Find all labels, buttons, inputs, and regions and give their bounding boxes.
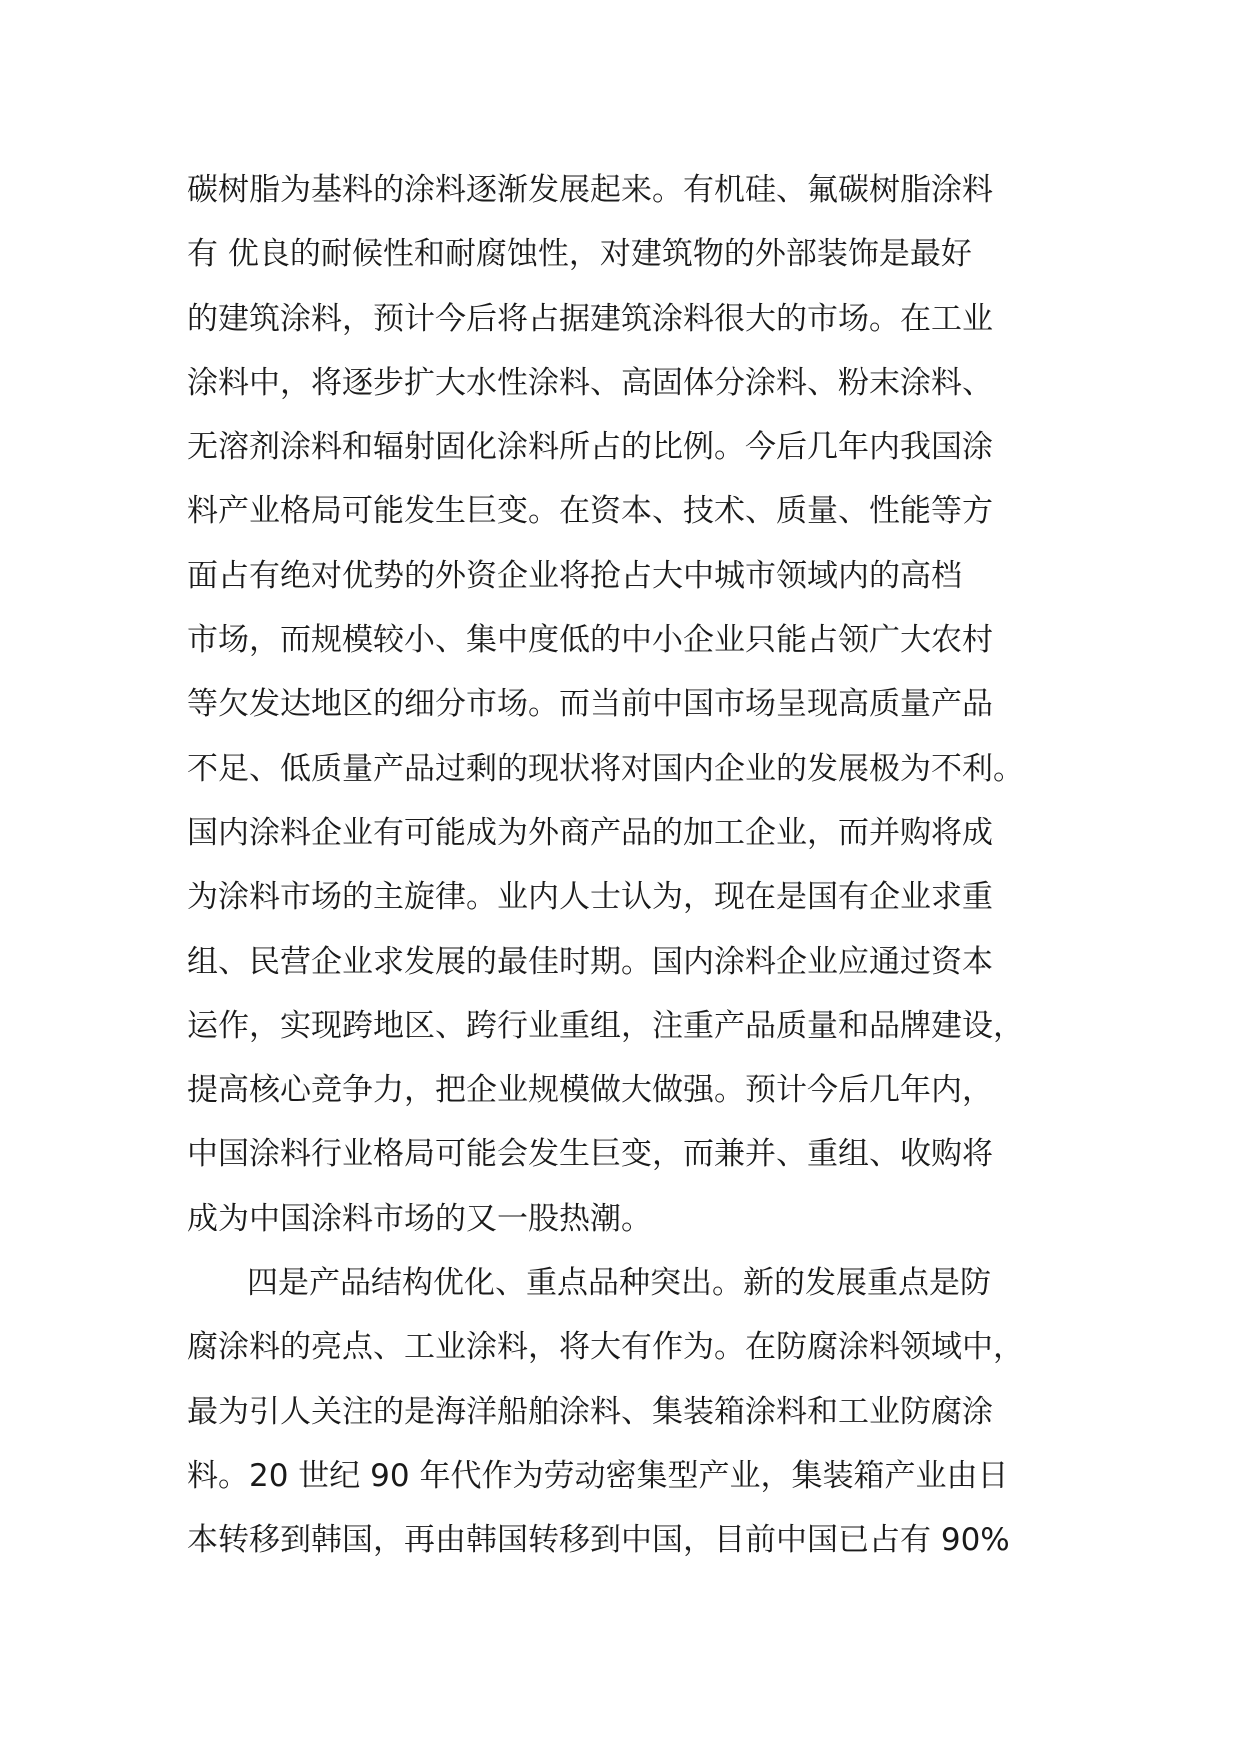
text-line: 有 优良的耐候性和耐腐蚀性，对建筑物的外部装饰是最好	[187, 236, 972, 273]
text-line: 不足、低质量产品过剩的现状将对国内企业的发展极为不利。	[187, 750, 1024, 787]
text-line: 本转移到韩国，再由韩国转移到中国，目前中国已占有 90%	[187, 1522, 1010, 1559]
text-line: 碳树脂为基料的涂料逐渐发展起来。有机硅、氟碳树脂涂料	[187, 172, 993, 208]
body-text	[187, 158, 1067, 1573]
text-line: 涂料中，将逐步扩大水性涂料、高固体分涂料、粉末涂料、	[187, 364, 993, 401]
text-line: 料产业格局可能发生巨变。在资本、技术、质量、性能等方	[187, 493, 993, 530]
text-line: 无溶剂涂料和辐射固化涂料所占的比例。今后几年内我国涂	[187, 429, 993, 466]
text-line: 面占有绝对优势的外资企业将抢占大中城市领域内的高档	[187, 557, 962, 594]
text-line: 组、民营企业求发展的最佳时期。国内涂料企业应通过资本	[187, 943, 993, 980]
text-line: 成为中国涂料市场的又一股热潮。	[187, 1200, 652, 1237]
text-line: 等欠发达地区的细分市场。而当前中国市场呈现高质量产品	[187, 686, 993, 723]
text-line: 运作，实现跨地区、跨行业重组，注重产品质量和品牌建设，	[187, 1007, 1024, 1044]
text-line: 提高核心竞争力，把企业规模做大做强。预计今后几年内，	[187, 1072, 993, 1109]
paragraph-start-line: 四是产品结构优化、重点品种突出。新的发展重点是防	[247, 1265, 991, 1302]
text-line: 腐涂料的亮点、工业涂料，将大有作为。在防腐涂料领域中，	[187, 1329, 1024, 1366]
text-line: 市场，而规模较小、集中度低的中小企业只能占领广大农村	[187, 622, 993, 659]
text-line: 最为引人关注的是海洋船舶涂料、集装箱涂料和工业防腐涂	[187, 1393, 993, 1430]
text-line: 料。20 世纪 90 年代作为劳动密集型产业，集装箱产业由日	[187, 1457, 1009, 1494]
text-line: 的建筑涂料，预计今后将占据建筑涂料很大的市场。在工业	[187, 300, 993, 337]
text-line: 中国涂料行业格局可能会发生巨变，而兼并、重组、收购将	[187, 1136, 993, 1173]
text-line: 为涂料市场的主旋律。业内人士认为，现在是国有企业求重	[187, 879, 993, 916]
text-line: 国内涂料企业有可能成为外商产品的加工企业，而并购将成	[187, 814, 993, 851]
